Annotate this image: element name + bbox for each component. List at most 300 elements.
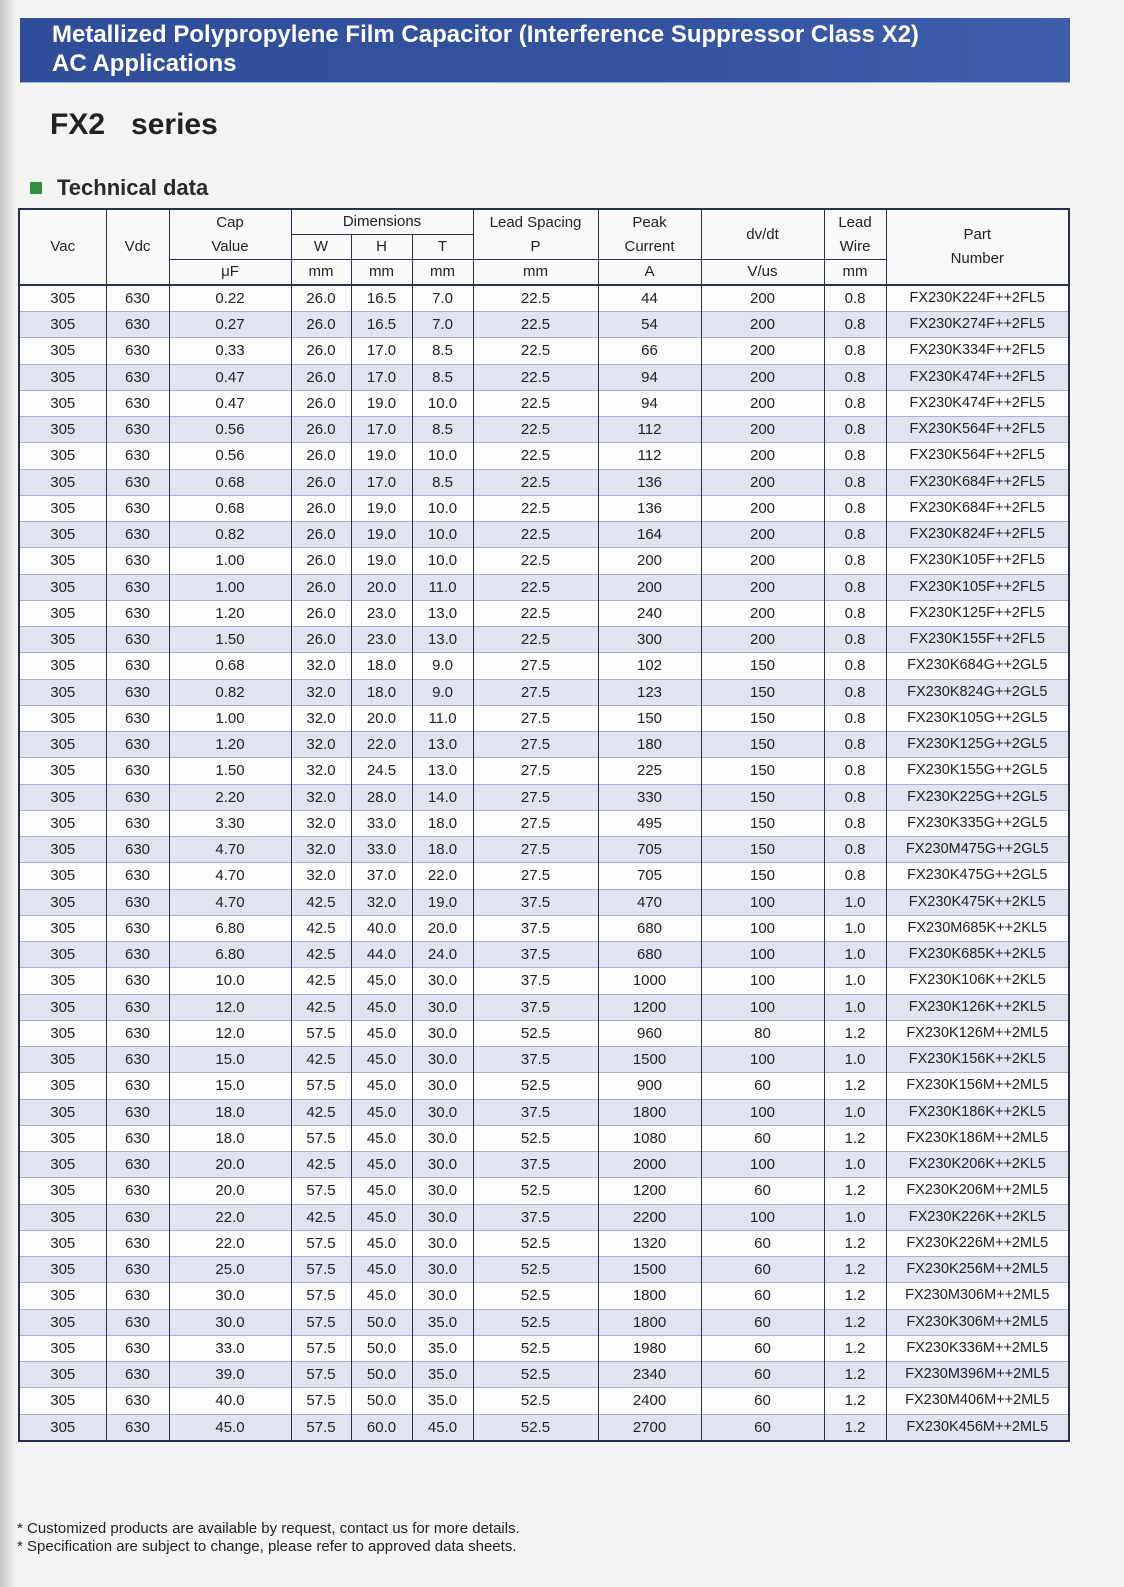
cell-dvdt: 200 <box>701 338 824 364</box>
cell-width: 42.5 <box>291 889 351 915</box>
cell-lead-spacing: 52.5 <box>473 1283 598 1309</box>
cell-vdc: 630 <box>106 1388 169 1414</box>
cell-dvdt: 200 <box>701 417 824 443</box>
cell-height: 33.0 <box>351 837 412 863</box>
cell-lead-spacing: 52.5 <box>473 1073 598 1099</box>
cell-height: 23.0 <box>351 600 412 626</box>
cell-height: 50.0 <box>351 1388 412 1414</box>
cell-thickness: 30.0 <box>412 1125 473 1151</box>
cell-part-number: FX230M396M++2ML5 <box>886 1362 1069 1388</box>
cell-width: 57.5 <box>291 1362 351 1388</box>
cell-thickness: 14.0 <box>412 784 473 810</box>
table-row <box>19 1125 1069 1151</box>
cell-height: 32.0 <box>351 889 412 915</box>
cell-lead-wire: 1.0 <box>824 1152 886 1178</box>
cell-dvdt: 150 <box>701 758 824 784</box>
cell-height: 45.0 <box>351 968 412 994</box>
cell-thickness: 10.0 <box>412 548 473 574</box>
cell-cap-value: 4.70 <box>169 863 291 889</box>
cell-lead-wire: 0.8 <box>824 810 886 836</box>
cell-thickness: 35.0 <box>412 1362 473 1388</box>
wire-label: Wire <box>839 237 871 255</box>
cell-lead-wire: 1.0 <box>824 1204 886 1230</box>
table-row <box>19 1204 1069 1230</box>
cell-width: 57.5 <box>291 1283 351 1309</box>
cell-thickness: 9.0 <box>412 679 473 705</box>
cell-vdc: 630 <box>106 837 169 863</box>
cell-vac: 305 <box>19 1414 106 1441</box>
cell-cap-value: 1.50 <box>169 627 291 653</box>
col-width: W <box>291 235 351 260</box>
cell-lead-spacing: 22.5 <box>473 364 598 390</box>
lead-label: Lead <box>838 213 872 231</box>
cell-dvdt: 60 <box>701 1125 824 1151</box>
cell-part-number: FX230K474F++2FL5 <box>886 390 1069 416</box>
cell-dvdt: 60 <box>701 1388 824 1414</box>
cell-part-number: FX230K684F++2FL5 <box>886 495 1069 521</box>
cell-thickness: 18.0 <box>412 837 473 863</box>
cell-cap-value: 0.68 <box>169 495 291 521</box>
table-row <box>19 837 1069 863</box>
cell-vdc: 630 <box>106 1309 169 1335</box>
cell-peak-current: 200 <box>598 548 701 574</box>
cell-cap-value: 12.0 <box>169 994 291 1020</box>
cell-part-number: FX230K206K++2KL5 <box>886 1152 1069 1178</box>
col-cap-value <box>169 209 291 260</box>
cell-vdc: 630 <box>106 1204 169 1230</box>
cell-height: 60.0 <box>351 1414 412 1441</box>
cell-peak-current: 1500 <box>598 1047 701 1073</box>
cell-part-number: FX230M685K++2KL5 <box>886 915 1069 941</box>
cell-peak-current: 1500 <box>598 1257 701 1283</box>
cell-width: 57.5 <box>291 1414 351 1441</box>
cell-thickness: 13.0 <box>412 627 473 653</box>
table-row <box>19 1047 1069 1073</box>
cell-cap-value: 39.0 <box>169 1362 291 1388</box>
cell-vdc: 630 <box>106 522 169 548</box>
cell-thickness: 19.0 <box>412 889 473 915</box>
cell-width: 57.5 <box>291 1020 351 1046</box>
series-title <box>50 108 218 142</box>
cell-thickness: 8.5 <box>412 469 473 495</box>
footnote-customized: * Customized products are available by request, contact us for more details. <box>17 1520 520 1537</box>
cell-part-number: FX230K226M++2ML5 <box>886 1230 1069 1256</box>
cell-lead-spacing: 22.5 <box>473 338 598 364</box>
cell-lead-wire: 1.0 <box>824 1099 886 1125</box>
table-row <box>19 548 1069 574</box>
cell-cap-value: 33.0 <box>169 1335 291 1361</box>
cell-vdc: 630 <box>106 1073 169 1099</box>
cell-dvdt: 100 <box>701 994 824 1020</box>
cell-cap-value: 6.80 <box>169 942 291 968</box>
table-body <box>19 285 1069 1441</box>
cell-thickness: 30.0 <box>412 1099 473 1125</box>
cell-peak-current: 705 <box>598 863 701 889</box>
cell-dvdt: 60 <box>701 1362 824 1388</box>
cell-vdc: 630 <box>106 810 169 836</box>
cell-vdc: 630 <box>106 679 169 705</box>
cell-cap-value: 1.00 <box>169 574 291 600</box>
cell-vac: 305 <box>19 469 106 495</box>
cell-lead-wire: 1.0 <box>824 942 886 968</box>
table-row <box>19 679 1069 705</box>
table-row <box>19 1309 1069 1335</box>
cell-vac: 305 <box>19 443 106 469</box>
cell-cap-value: 18.0 <box>169 1125 291 1151</box>
cell-height: 19.0 <box>351 495 412 521</box>
cell-lead-wire: 1.0 <box>824 968 886 994</box>
cell-width: 42.5 <box>291 942 351 968</box>
cell-height: 17.0 <box>351 338 412 364</box>
cell-thickness: 8.5 <box>412 417 473 443</box>
cell-height: 23.0 <box>351 627 412 653</box>
table-row <box>19 863 1069 889</box>
cell-vdc: 630 <box>106 784 169 810</box>
cell-width: 26.0 <box>291 312 351 338</box>
cell-thickness: 13.0 <box>412 758 473 784</box>
cell-cap-value: 0.56 <box>169 417 291 443</box>
cell-thickness: 11.0 <box>412 705 473 731</box>
cell-lead-spacing: 52.5 <box>473 1257 598 1283</box>
lead-spacing-label: Lead Spacing <box>489 213 582 231</box>
cell-cap-value: 30.0 <box>169 1309 291 1335</box>
cell-height: 20.0 <box>351 705 412 731</box>
cell-peak-current: 66 <box>598 338 701 364</box>
cell-vac: 305 <box>19 679 106 705</box>
cell-lead-wire: 0.8 <box>824 679 886 705</box>
footnote-specification: * Specification are subject to change, please refer to approved data sheets. <box>17 1538 517 1555</box>
cell-part-number: FX230K564F++2FL5 <box>886 443 1069 469</box>
cell-thickness: 11.0 <box>412 574 473 600</box>
cell-vac: 305 <box>19 1388 106 1414</box>
cell-part-number: FX230K156K++2KL5 <box>886 1047 1069 1073</box>
cell-vac: 305 <box>19 1020 106 1046</box>
cell-vdc: 630 <box>106 285 169 312</box>
cell-thickness: 30.0 <box>412 968 473 994</box>
col-lead-spacing <box>473 209 598 260</box>
col-vac: Vac <box>19 209 106 285</box>
cell-height: 45.0 <box>351 1099 412 1125</box>
cell-width: 42.5 <box>291 994 351 1020</box>
cell-part-number: FX230K824F++2FL5 <box>886 522 1069 548</box>
cell-thickness: 7.0 <box>412 312 473 338</box>
cell-lead-wire: 0.8 <box>824 285 886 312</box>
cell-vdc: 630 <box>106 1257 169 1283</box>
cell-dvdt: 200 <box>701 312 824 338</box>
cell-vac: 305 <box>19 390 106 416</box>
cell-lead-spacing: 37.5 <box>473 1047 598 1073</box>
cell-width: 26.0 <box>291 390 351 416</box>
cell-dvdt: 60 <box>701 1414 824 1441</box>
cell-lead-wire: 0.8 <box>824 469 886 495</box>
cell-cap-value: 45.0 <box>169 1414 291 1441</box>
cell-vdc: 630 <box>106 1152 169 1178</box>
cell-cap-value: 3.30 <box>169 810 291 836</box>
table-row <box>19 994 1069 1020</box>
cell-lead-spacing: 52.5 <box>473 1230 598 1256</box>
cell-width: 26.0 <box>291 522 351 548</box>
cell-lead-spacing: 52.5 <box>473 1125 598 1151</box>
cell-part-number: FX230K474F++2FL5 <box>886 364 1069 390</box>
cell-part-number: FX230K156M++2ML5 <box>886 1073 1069 1099</box>
cell-dvdt: 150 <box>701 863 824 889</box>
cell-vdc: 630 <box>106 1335 169 1361</box>
cell-dvdt: 100 <box>701 942 824 968</box>
cell-lead-wire: 1.0 <box>824 994 886 1020</box>
cell-lead-spacing: 27.5 <box>473 732 598 758</box>
cell-lead-spacing: 37.5 <box>473 1152 598 1178</box>
cell-width: 57.5 <box>291 1257 351 1283</box>
cell-width: 32.0 <box>291 705 351 731</box>
col-peak-current <box>598 209 701 260</box>
scan-shadow <box>0 0 16 1587</box>
cell-width: 42.5 <box>291 1047 351 1073</box>
table-row <box>19 784 1069 810</box>
cell-vac: 305 <box>19 915 106 941</box>
cell-peak-current: 112 <box>598 417 701 443</box>
cell-lead-spacing: 52.5 <box>473 1414 598 1441</box>
cell-lead-spacing: 52.5 <box>473 1335 598 1361</box>
cell-height: 19.0 <box>351 390 412 416</box>
cell-lead-spacing: 22.5 <box>473 600 598 626</box>
cell-vac: 305 <box>19 312 106 338</box>
cell-dvdt: 200 <box>701 574 824 600</box>
cell-lead-wire: 0.8 <box>824 417 886 443</box>
cell-thickness: 35.0 <box>412 1309 473 1335</box>
cell-peak-current: 136 <box>598 495 701 521</box>
cell-vac: 305 <box>19 889 106 915</box>
cell-lead-wire: 0.8 <box>824 495 886 521</box>
table-row <box>19 1335 1069 1361</box>
cell-vdc: 630 <box>106 732 169 758</box>
cell-dvdt: 200 <box>701 364 824 390</box>
cell-height: 44.0 <box>351 942 412 968</box>
cell-dvdt: 200 <box>701 285 824 312</box>
cell-thickness: 35.0 <box>412 1388 473 1414</box>
cell-height: 19.0 <box>351 443 412 469</box>
table-row <box>19 810 1069 836</box>
cell-lead-wire: 0.8 <box>824 574 886 600</box>
cell-thickness: 30.0 <box>412 1204 473 1230</box>
cell-dvdt: 200 <box>701 443 824 469</box>
col-thickness: T <box>412 235 473 260</box>
cell-vdc: 630 <box>106 1125 169 1151</box>
cell-dvdt: 100 <box>701 1047 824 1073</box>
table-row <box>19 1152 1069 1178</box>
cell-dvdt: 100 <box>701 1204 824 1230</box>
cell-part-number: FX230K125F++2FL5 <box>886 600 1069 626</box>
section-title: Technical data <box>57 175 209 200</box>
cell-height: 19.0 <box>351 522 412 548</box>
cell-peak-current: 1800 <box>598 1309 701 1335</box>
col-lead-wire <box>824 209 886 260</box>
cell-lead-spacing: 37.5 <box>473 1099 598 1125</box>
cell-width: 57.5 <box>291 1178 351 1204</box>
cell-part-number: FX230K206M++2ML5 <box>886 1178 1069 1204</box>
cell-lead-wire: 1.2 <box>824 1230 886 1256</box>
cell-height: 45.0 <box>351 1020 412 1046</box>
unit-wire: mm <box>824 260 886 286</box>
cell-cap-value: 18.0 <box>169 1099 291 1125</box>
cell-dvdt: 60 <box>701 1283 824 1309</box>
cell-dvdt: 200 <box>701 548 824 574</box>
table-row <box>19 889 1069 915</box>
cell-peak-current: 112 <box>598 443 701 469</box>
cell-lead-spacing: 22.5 <box>473 312 598 338</box>
cell-cap-value: 0.27 <box>169 312 291 338</box>
cell-part-number: FX230K335G++2GL5 <box>886 810 1069 836</box>
cell-vdc: 630 <box>106 705 169 731</box>
cell-width: 32.0 <box>291 784 351 810</box>
cell-thickness: 30.0 <box>412 1073 473 1099</box>
cell-vdc: 630 <box>106 338 169 364</box>
cell-part-number: FX230K106K++2KL5 <box>886 968 1069 994</box>
cell-height: 18.0 <box>351 679 412 705</box>
cell-thickness: 8.5 <box>412 364 473 390</box>
cell-height: 45.0 <box>351 1230 412 1256</box>
table-row <box>19 338 1069 364</box>
cell-dvdt: 100 <box>701 889 824 915</box>
cell-lead-wire: 1.2 <box>824 1257 886 1283</box>
cell-vdc: 630 <box>106 390 169 416</box>
cell-part-number: FX230K105F++2FL5 <box>886 548 1069 574</box>
cell-dvdt: 200 <box>701 522 824 548</box>
cell-cap-value: 1.20 <box>169 732 291 758</box>
table-row <box>19 1257 1069 1283</box>
cell-dvdt: 60 <box>701 1257 824 1283</box>
cap-label: Cap <box>216 213 244 231</box>
cell-peak-current: 1080 <box>598 1125 701 1151</box>
cell-lead-spacing: 27.5 <box>473 758 598 784</box>
cell-cap-value: 0.47 <box>169 364 291 390</box>
cell-thickness: 30.0 <box>412 1230 473 1256</box>
cell-vdc: 630 <box>106 1020 169 1046</box>
cell-lead-spacing: 52.5 <box>473 1309 598 1335</box>
cell-lead-wire: 1.2 <box>824 1335 886 1361</box>
cell-part-number: FX230K475G++2GL5 <box>886 863 1069 889</box>
cell-cap-value: 15.0 <box>169 1047 291 1073</box>
table-row <box>19 915 1069 941</box>
title-bar <box>20 18 1070 82</box>
cell-thickness: 18.0 <box>412 810 473 836</box>
cell-peak-current: 2000 <box>598 1152 701 1178</box>
cell-vdc: 630 <box>106 889 169 915</box>
cell-lead-spacing: 22.5 <box>473 627 598 653</box>
cell-cap-value: 22.0 <box>169 1204 291 1230</box>
cell-lead-spacing: 37.5 <box>473 889 598 915</box>
table-row <box>19 312 1069 338</box>
cell-vac: 305 <box>19 600 106 626</box>
cell-lead-spacing: 22.5 <box>473 495 598 521</box>
cell-vac: 305 <box>19 994 106 1020</box>
cell-peak-current: 225 <box>598 758 701 784</box>
cell-thickness: 8.5 <box>412 338 473 364</box>
cell-lead-spacing: 37.5 <box>473 942 598 968</box>
unit-lead-spacing: mm <box>473 260 598 286</box>
cell-vac: 305 <box>19 364 106 390</box>
cell-peak-current: 1320 <box>598 1230 701 1256</box>
cell-vac: 305 <box>19 285 106 312</box>
table-row <box>19 417 1069 443</box>
cell-part-number: FX230M306M++2ML5 <box>886 1283 1069 1309</box>
cell-width: 26.0 <box>291 338 351 364</box>
cell-part-number: FX230K336M++2ML5 <box>886 1335 1069 1361</box>
cell-cap-value: 1.50 <box>169 758 291 784</box>
cell-lead-wire: 0.8 <box>824 390 886 416</box>
cell-cap-value: 6.80 <box>169 915 291 941</box>
cell-height: 16.5 <box>351 312 412 338</box>
cell-peak-current: 94 <box>598 390 701 416</box>
cell-vdc: 630 <box>106 443 169 469</box>
cell-cap-value: 20.0 <box>169 1152 291 1178</box>
cell-lead-wire: 1.2 <box>824 1414 886 1441</box>
section-bullet-icon <box>30 182 42 194</box>
cell-vac: 305 <box>19 548 106 574</box>
cell-vdc: 630 <box>106 994 169 1020</box>
cell-width: 26.0 <box>291 469 351 495</box>
cell-vac: 305 <box>19 653 106 679</box>
cell-dvdt: 100 <box>701 1152 824 1178</box>
cell-lead-wire: 0.8 <box>824 758 886 784</box>
cell-lead-wire: 0.8 <box>824 863 886 889</box>
p-label: P <box>530 237 541 255</box>
cell-vdc: 630 <box>106 915 169 941</box>
cell-width: 57.5 <box>291 1309 351 1335</box>
cell-lead-wire: 0.8 <box>824 548 886 574</box>
cell-width: 42.5 <box>291 1204 351 1230</box>
col-height: H <box>351 235 412 260</box>
cell-lead-wire: 0.8 <box>824 364 886 390</box>
cell-peak-current: 495 <box>598 810 701 836</box>
cell-vdc: 630 <box>106 1178 169 1204</box>
cell-cap-value: 2.20 <box>169 784 291 810</box>
table-row <box>19 1178 1069 1204</box>
cell-peak-current: 136 <box>598 469 701 495</box>
cell-cap-value: 0.47 <box>169 390 291 416</box>
cell-width: 26.0 <box>291 443 351 469</box>
cell-vdc: 630 <box>106 548 169 574</box>
cell-vac: 305 <box>19 574 106 600</box>
table-row <box>19 390 1069 416</box>
cell-cap-value: 12.0 <box>169 1020 291 1046</box>
cell-thickness: 10.0 <box>412 390 473 416</box>
cell-lead-wire: 1.2 <box>824 1125 886 1151</box>
cell-lead-wire: 0.8 <box>824 312 886 338</box>
cell-part-number: FX230K126K++2KL5 <box>886 994 1069 1020</box>
cell-dvdt: 80 <box>701 1020 824 1046</box>
cell-vdc: 630 <box>106 600 169 626</box>
cell-vac: 305 <box>19 338 106 364</box>
cell-vdc: 630 <box>106 495 169 521</box>
cell-part-number: FX230K125G++2GL5 <box>886 732 1069 758</box>
cell-lead-spacing: 22.5 <box>473 548 598 574</box>
peak-label: Peak <box>632 213 667 231</box>
table-row <box>19 1414 1069 1441</box>
cell-lead-wire: 1.0 <box>824 915 886 941</box>
cell-cap-value: 40.0 <box>169 1388 291 1414</box>
cell-part-number: FX230K126M++2ML5 <box>886 1020 1069 1046</box>
cell-height: 17.0 <box>351 364 412 390</box>
cell-height: 20.0 <box>351 574 412 600</box>
cell-thickness: 35.0 <box>412 1335 473 1361</box>
cell-peak-current: 2200 <box>598 1204 701 1230</box>
cell-peak-current: 1800 <box>598 1283 701 1309</box>
cell-width: 42.5 <box>291 1152 351 1178</box>
cell-vdc: 630 <box>106 312 169 338</box>
cell-vac: 305 <box>19 705 106 731</box>
cell-thickness: 22.0 <box>412 863 473 889</box>
cell-peak-current: 102 <box>598 653 701 679</box>
